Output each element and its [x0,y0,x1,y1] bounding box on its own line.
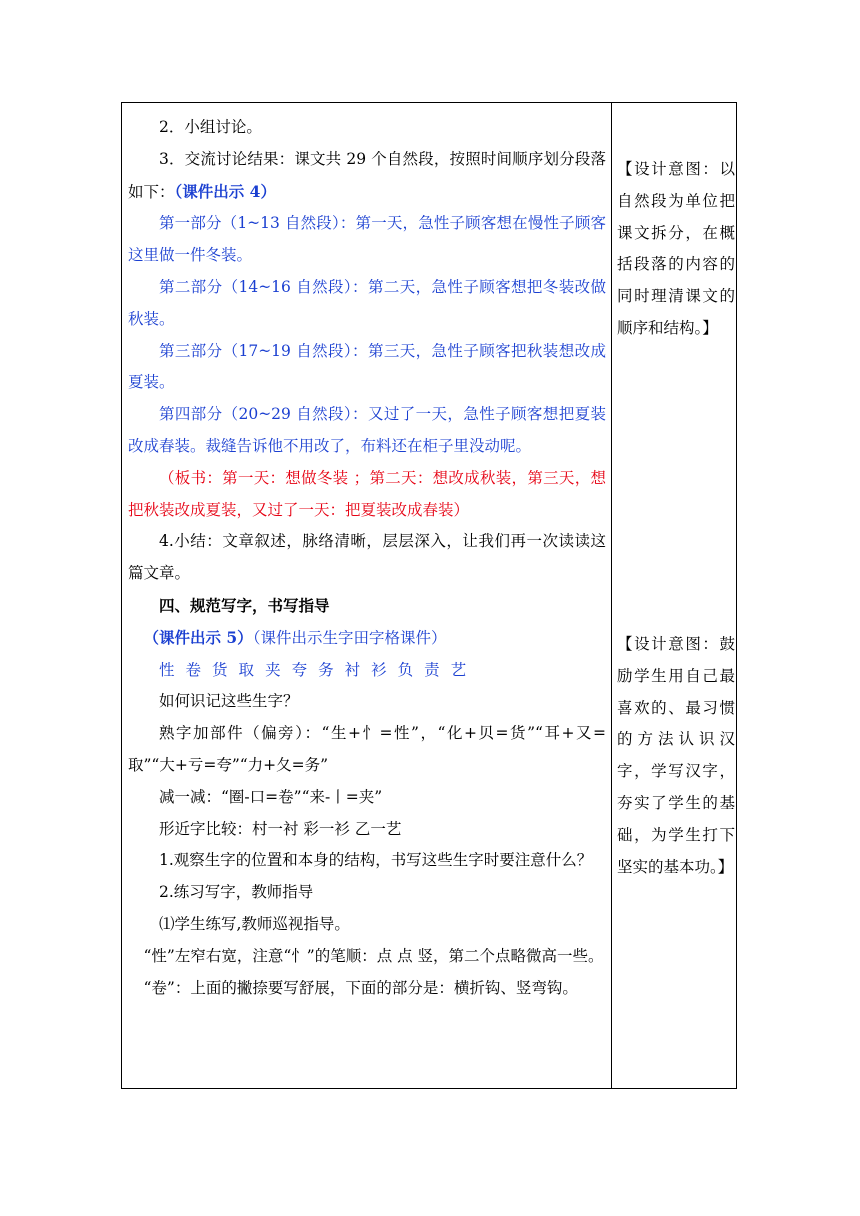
char: 性 [159,660,175,679]
design-note-structure: 【设计意图：以自然段为单位把课文拆分，在概括段落的内容的同时理清课文的顺序和结构。】 [617,160,735,337]
part-three: 第三部分（17~19 自然段）：第三天，急性子顾客把秋装想改成夏装。 [128,341,606,392]
step-observe: 1.观察生字的位置和本身的结构，书写这些生字时要注意什么？ [159,851,593,870]
lesson-content [128,112,606,1004]
char: 负 [397,660,414,679]
method-compare: 形近字比较：村一衬 彩一衫 乙一艺 [159,819,402,838]
char: 责 [424,660,440,679]
column-divider [611,102,612,1089]
char: 夸 [291,660,308,679]
part-one: 第一部分（1~13 自然段）：第一天，急性子顾客想在慢性子顾客这里做一件冬装。 [128,214,606,265]
section-heading-writing: 四、规范写字，书写指导 [159,595,330,615]
method-add-radical: 熟字加部件（偏旁）：“生+忄=性”，“化+贝=货”“耳+又=取”“大+亏=夸”“力+夂=务” [128,724,606,774]
courseware-5: （课件出示 5）（课件出示生字田字格课件） [143,627,447,647]
step-discussion-result: 3．交流讨论结果：课文共 29 个自然段，按照时间顺序划分段落如下：（课件出示 4） [128,149,606,201]
blackboard-note: （板书：第一天：想做冬装 ；第二天：想改成秋装，第三天，想把秋装改成夏装，又过了一天：把夏装改成春装） [128,468,606,519]
method-subtract: 减一减：“圈-口=卷”“来-丨=夹” [159,787,383,806]
question-memorize: 如何识记这些生字？ [159,692,299,711]
char: 夹 [265,660,281,679]
courseware-4: （课件出示 4） [174,181,276,201]
design-note-writing: 【设计意图：鼓励学生用自己最喜欢的、最习惯的方法认识汉字，学写汉字，夯实了学生的基础，为学生打下坚实的基本功。】 [617,635,735,876]
char: 衫 [371,660,387,679]
char: 取 [238,660,255,679]
char: 卷 [185,660,202,679]
char: 衬 [344,660,361,679]
tip-xing: “性”左窄右宽，注意“忄”的笔顺：点 点 竖，第二个点略微高一些。 [143,946,604,965]
part-four: 第四部分（20~29 自然段）：又过了一天，急性子顾客想把夏装改成春装。裁缝告诉他不用改了，布料还在柜子里没动呢。 [128,405,606,455]
char: 货 [212,660,228,679]
part-two: 第二部分（14~16 自然段）：第二天，急性子顾客想把冬装改做秋装。 [128,277,606,328]
step-group-discussion: 2．小组讨论。 [159,118,262,136]
char: 务 [318,660,334,679]
tip-juan: “卷”：上面的撇捺要写舒展，下面的部分是：横折钩、竖弯钩。 [143,978,578,997]
summary: 4.小结：文章叙述，脉络清晰，层层深入，让我们再一次读读这篇文章。 [128,532,606,583]
new-characters [128,655,606,687]
step-practice: 2.练习写字，教师指导 [159,883,314,902]
step-practice-sub: ⑴学生练写,教师巡视指导。 [159,914,350,933]
char: 艺 [450,660,467,679]
